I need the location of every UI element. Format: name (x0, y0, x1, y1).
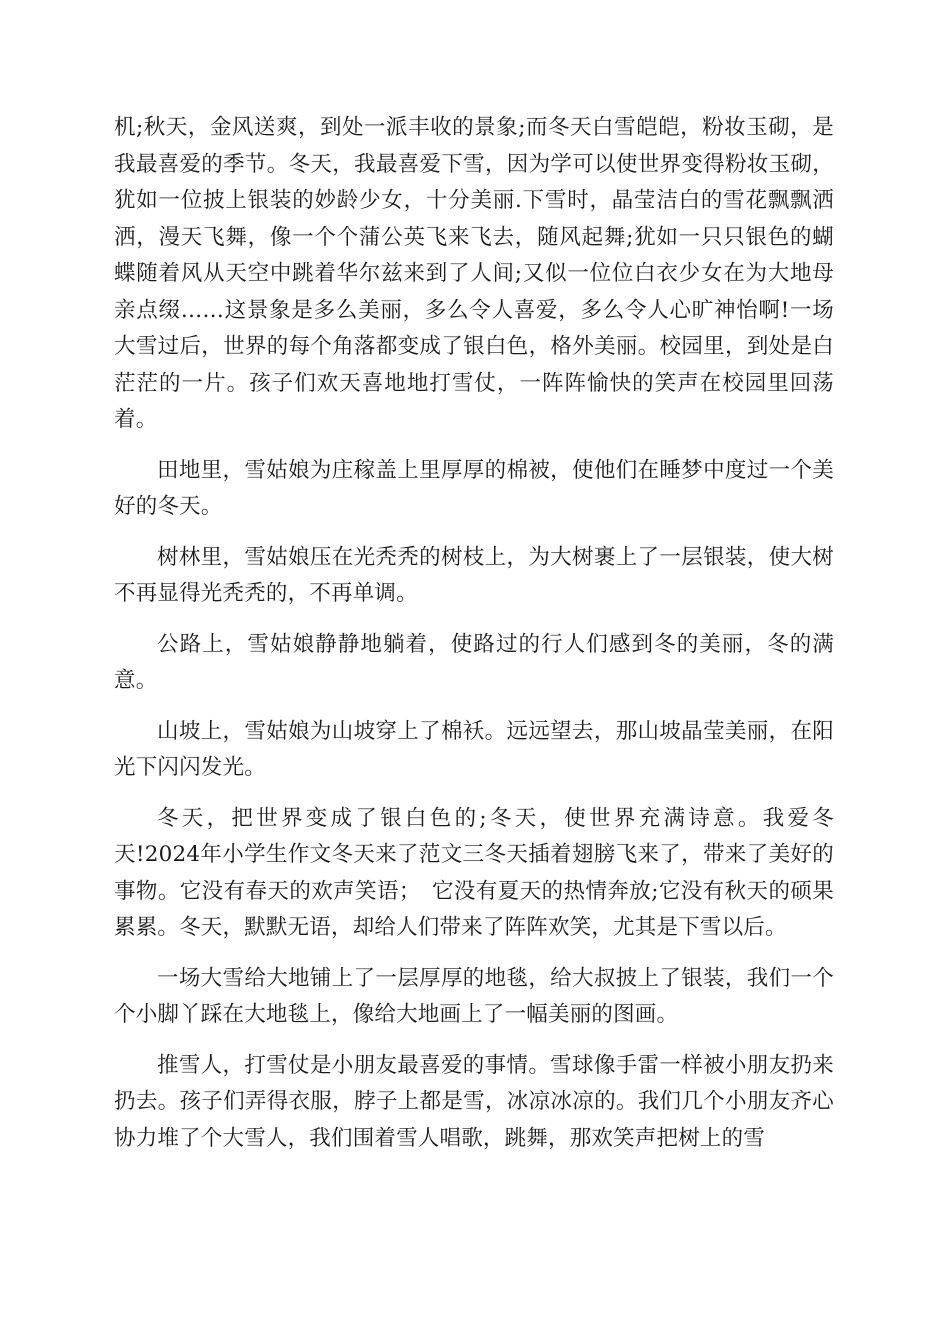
paragraph-5: 山坡上，雪姑娘为山坡穿上了棉袄。远远望去，那山坡晶莹美丽，在阳光下闪闪发光。 (114, 718, 834, 780)
document-body (114, 110, 834, 1157)
paragraph-6: 冬天，把世界变成了银白色的;冬天，使世界充满诗意。我爱冬天!2024年小学生作文冬天来了范文三冬天插着翅膀飞来了，带来了美好的事物。它没有春天的欢声笑语； 它没有夏天的热情奔放;它没有秋天的硕果累累。冬天，默默无语，却给人们带来了阵阵欢笑，尤其是下雪以后。 (114, 805, 834, 940)
paragraph-2: 田地里，雪姑娘为庄稼盖上里厚厚的棉被，使他们在睡梦中度过一个美好的冬天。 (114, 457, 834, 519)
paragraph-4: 公路上，雪姑娘静静地躺着，使路过的行人们感到冬的美丽，冬的满意。 (114, 631, 834, 693)
paragraph-1: 机;秋天，金风送爽，到处一派丰收的景象;而冬天白雪皑皑，粉妆玉砌，是我最喜爱的季节。冬天，我最喜爱下雪，因为学可以使世界变得粉妆玉砌，犹如一位披上银装的妙龄少女，十分美丽.下雪时，晶莹洁白的雪花飘飘洒洒，漫天飞舞，像一个个蒲公英飞来飞去，随风起舞;犹如一只只银色的蝴蝶随着风从天空中跳着华尔兹来到了人间;又似一位位白衣少女在为大地母亲点缀……这景象是多么美丽，多么令人喜爱，多么令人心旷神怡啊!一场大雪过后，世界的每个角落都变成了银白色，格外美丽。校园里，到处是白茫茫的一片。孩子们欢天喜地地打雪仗，一阵阵愉快的笑声在校园里回荡着。 (114, 115, 834, 432)
paragraph-8: 推雪人，打雪仗是小朋友最喜爱的事情。雪球像手雷一样被小朋友扔来扔去。孩子们弄得衣服，脖子上都是雪，冰凉冰凉的。我们几个小朋友齐心协力堆了个大雪人，我们围着雪人唱歌，跳舞，那欢笑声把树上的雪 (114, 1052, 834, 1151)
paragraph-3: 树林里，雪姑娘压在光秃秃的树枝上，为大树裹上了一层银装，使大树不再显得光秃秃的，不再单调。 (114, 544, 834, 606)
paragraph-7: 一场大雪给大地铺上了一层厚厚的地毯，给大叔披上了银装，我们一个个小脚丫踩在大地毯上，像给大地画上了一幅美丽的图画。 (114, 965, 834, 1027)
